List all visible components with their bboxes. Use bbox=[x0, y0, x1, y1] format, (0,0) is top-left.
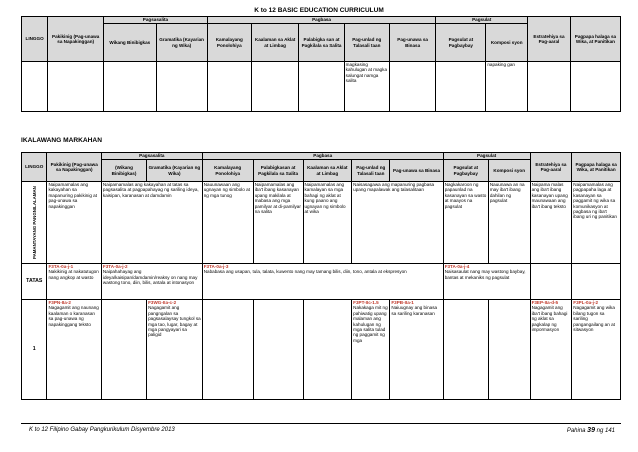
section-title: IKALAWANG MARKAHAN bbox=[21, 137, 102, 144]
competency-text: Nagagamit ang wika bilang tugon sa sariling pangangailang an at sitwasyon bbox=[573, 305, 615, 333]
cell-tatas-pagsasalita bbox=[101, 264, 202, 300]
footer-divider bbox=[21, 423, 621, 424]
header-kaalaman-aklat: Kaalaman sa Aklat at Limbag bbox=[303, 160, 352, 182]
header-estratehiya: Estratehiya sa Pag-aaral bbox=[530, 153, 572, 182]
cell-w1-estratehiya bbox=[530, 300, 572, 400]
competency-code: F3EP-IIa-d-5 bbox=[531, 300, 559, 305]
cell-empty bbox=[202, 300, 253, 400]
competency-code: F3TA-0a-j-2 bbox=[102, 264, 128, 269]
header-palabigkasan: Palabigka san at Pagkilala sa Salita bbox=[299, 24, 344, 62]
cell-empty bbox=[22, 62, 48, 112]
competency-code: F3PL-0a-j-2 bbox=[573, 300, 599, 305]
cell-pam-kaalaman-aklat: Naipamamalas ang kamalayan sa mga bahagi ng aklat at kung paano ang ugnayan ng simbolo at wika bbox=[303, 182, 352, 264]
cell-empty bbox=[488, 300, 530, 400]
curriculum-table-quarter-2 bbox=[21, 152, 621, 400]
cell-empty bbox=[436, 62, 486, 112]
cell-empty bbox=[303, 300, 352, 400]
header-pagpapahalaga: Pagpapa halaga sa Wika, at Panitikan bbox=[570, 17, 620, 62]
header-kamalayang: Kamalayang Ponolohiya bbox=[202, 160, 253, 182]
footer-page-number bbox=[567, 427, 615, 434]
header-pagunawa: Pag-unawa sa Binasa bbox=[390, 160, 443, 182]
competency-code: F3PT-IIc-1.5 bbox=[353, 300, 379, 305]
page-current: 39 bbox=[587, 427, 595, 434]
cell-pam-palabigkasan: Naipamamalas ang iba't ibang kasanayan upang makilala at mabasa ang mga pamilyar at di-pamilyar na salita bbox=[253, 182, 303, 264]
header-komposisyon: Komposi syon bbox=[488, 160, 530, 182]
cell-w1-pakikinig bbox=[47, 300, 101, 400]
cell-empty bbox=[207, 62, 251, 112]
header-linggo: LINGGO bbox=[22, 153, 47, 182]
cell-pam-kamalayang: Nauunawaan ang ugnayan ng simbolo at ng mga tunog bbox=[202, 182, 253, 264]
header-pagunlad: Pag-unlad ng Talasali taan bbox=[352, 160, 390, 182]
cell-tatas-pagsulat bbox=[443, 264, 530, 300]
cell-pam-komposisyon: Nauunawa an na may iba't ibang dahilan ng pagsulat bbox=[488, 182, 530, 264]
cell-empty bbox=[443, 300, 488, 400]
header-pagunlad: Pag-unlad ng Talasali taan bbox=[344, 24, 389, 62]
competency-text: Naipahahayag ang ideya/kaisipan/damdamin/reaksy on nang may wastong tono, diin, bilis, antala at intonasyon bbox=[102, 269, 198, 286]
cell-empty bbox=[253, 300, 303, 400]
header-pagsulat-baybay: Pagsulat at Pagbaybay bbox=[436, 24, 486, 62]
cell-empty bbox=[251, 62, 299, 112]
competency-text: Nagagamit ang naunang kaalaman o karanasan sa pag-unawa ng napakinggang teksto bbox=[48, 305, 99, 327]
competency-text: Nagagamit ang iba't ibang bahagi ng aklat sa pagkalap ng impormasyon bbox=[531, 305, 568, 333]
cell-pam-pagsasalita: Naipamamalas ang kakayahan at tatas sa pagsasalita at pagpapahayag ng sariling ideya, kaisipan, karanasan at damdamin bbox=[101, 182, 202, 264]
cell-tatas-pakikinig bbox=[47, 264, 101, 300]
header-pagsulat-baybay: Pagsulat at Pagbaybay bbox=[443, 160, 488, 182]
cell-pam-pagpapahalaga: Naipamamalas ang pagpapaha laga at kasanayan sa paggamit ng wika sa komunikasyon at pagbasa ng iba't ibang uri ng panitikan bbox=[572, 182, 621, 264]
cell-empty bbox=[101, 300, 146, 400]
competency-text: Nakikinig at nakatutugon nang angkop at wasto bbox=[48, 269, 99, 280]
competency-text: Nababasa ang usapan, tula, talata, kuwento nang may tamang bilis, diin, tono, antala at ekspresyon bbox=[203, 269, 407, 275]
competency-text: Nagagamit ang pangngalan sa pagsasalaysay tungkol sa mga tao, lugar, bagay at mga pangyayari sa paligid bbox=[148, 305, 201, 338]
header-group-pagsasalita: Pagsasalita bbox=[104, 17, 208, 24]
cell-w1-gramatika bbox=[147, 300, 203, 400]
header-kaalaman-aklat: Kaalaman sa Aklat at Limbag bbox=[251, 24, 299, 62]
competency-code: F3PB-IIa-1 bbox=[391, 300, 414, 305]
cell-empty bbox=[528, 62, 571, 112]
cell-empty bbox=[299, 62, 344, 112]
header-group-pagbasa: Pagbasa bbox=[207, 17, 436, 24]
header-wikang-binibigkas: (Wikang Binibigkas) bbox=[101, 160, 146, 182]
document-title: K to 12 BASIC EDUCATION CURRICULUM bbox=[254, 7, 384, 14]
cell-empty bbox=[48, 62, 104, 112]
cell-pam-pakikinig: Naipamamalas ang kakayahan sa mapanuring pakikinig at pag-unawa sa napakinggan bbox=[47, 182, 101, 264]
competency-code: F3TA-0a-j-4 bbox=[444, 264, 470, 269]
header-komposisyon: Komposi syon bbox=[486, 24, 528, 62]
header-kamalayang: Kamalayang Ponolohiya bbox=[207, 24, 251, 62]
cell-empty bbox=[530, 264, 572, 300]
cell-empty bbox=[389, 62, 435, 112]
cell-empty bbox=[570, 62, 620, 112]
competency-text: Nakakaga mit ng pahiwatig upang malaman ang kahulugan ng mga salita tulad ng paggamit ng mga bbox=[353, 305, 388, 343]
cell-w1-pagunlad bbox=[352, 300, 390, 400]
cell-pam-estratehiya: Naipama malas ang iba't ibang kasanayan upang maunawaan ang iba't ibang teksto bbox=[530, 182, 572, 264]
cell-empty bbox=[104, 62, 156, 112]
competency-code: F3PN-IIa-2 bbox=[48, 300, 71, 305]
header-linggo: LINGGO bbox=[22, 17, 48, 62]
header-pakikinig: Pakikinig (Pag-unawa sa Napakinggan) bbox=[47, 153, 101, 182]
page-suffix: ng 141 bbox=[596, 428, 615, 434]
competency-code: F3TA-0a-j-1 bbox=[48, 264, 74, 269]
competency-text: Naiuugnay ang binasa sa sariling karanasan bbox=[391, 305, 438, 316]
header-group-pagsulat: Pagsulat bbox=[443, 153, 530, 160]
header-gramatika: Gramatika (Kayarian ng Wika) bbox=[147, 160, 203, 182]
header-group-pagbasa: Pagbasa bbox=[202, 153, 443, 160]
page-prefix: Pahina bbox=[566, 428, 586, 434]
header-pakikinig: Pakikinig (Pag-unawa sa Napakinggan) bbox=[48, 17, 104, 62]
cell-w1-pagunawa bbox=[390, 300, 443, 400]
header-pagunawa: Pag-unawa sa Binasa bbox=[389, 24, 435, 62]
footer-document-name: K to 12 Filipino Gabay Pangkurikulum Disyembre 2013 bbox=[29, 427, 175, 433]
header-gramatika: Gramatika (Kayarian ng Wika) bbox=[156, 24, 207, 62]
header-group-pagsulat: Pagsulat bbox=[436, 17, 528, 24]
header-estratehiya: Estratehiya sa Pag-aaral bbox=[528, 17, 571, 62]
competency-code: F3TA-0a-j-3 bbox=[203, 264, 229, 269]
row-label-tatas: TATAS bbox=[22, 264, 47, 300]
row-label-pamantayan: PAMANTAYANG PANGNILALAMAN bbox=[22, 182, 47, 264]
competency-text: Naisasaulat nang may wastong baybay, bantas at mekaniks ng pagsulat bbox=[444, 269, 526, 280]
cell-empty bbox=[572, 264, 621, 300]
competency-code: F3WG-IIa-c-2 bbox=[148, 300, 177, 305]
cell-tatas-pagbasa bbox=[202, 264, 443, 300]
header-wikang-binibigkas: Wikang Binibigkas bbox=[104, 24, 156, 62]
cell-empty bbox=[156, 62, 207, 112]
cell-pagunlad-continuation: magkasing kahulugan at magka salungat namga salita bbox=[344, 62, 389, 112]
header-pagpapahalaga: Pagpapa halaga sa Wika, at Panitikan bbox=[572, 153, 621, 182]
curriculum-table-continuation bbox=[21, 16, 621, 112]
cell-w1-pagpapahalaga bbox=[572, 300, 621, 400]
row-label-week: 1 bbox=[22, 300, 47, 400]
header-group-pagsasalita: Pagsasalita bbox=[101, 153, 202, 160]
cell-pam-pagsulat-baybay: Nagkakaroon ng papaunlad na kasanayan sa wasto at maayos na pagsulat bbox=[443, 182, 488, 264]
cell-komposisyon-continuation: napaking gan bbox=[486, 62, 528, 112]
cell-pam-pagunawa: Naisasagawa ang mapanuring pagbasa upang mapalawak ang talasalitaan bbox=[352, 182, 444, 264]
header-palabigkasan: Palabigkasan at Pagkilala sa Salita bbox=[253, 160, 303, 182]
